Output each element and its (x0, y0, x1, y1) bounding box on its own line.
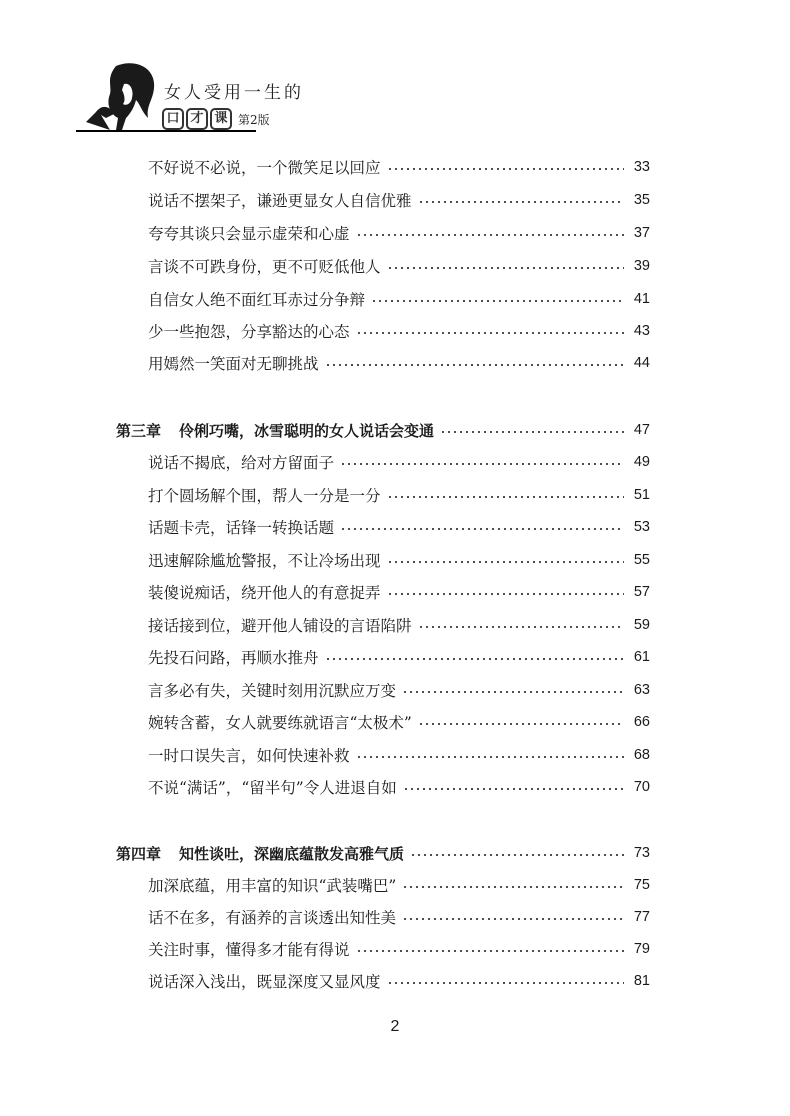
toc-entry[interactable] (148, 155, 650, 179)
leader-dots (402, 886, 624, 888)
leader-dots (410, 854, 624, 856)
chapter-title: 伶俐巧嘴，冰雪聪明的女人说话会变通 (179, 421, 435, 440)
toc-entry-page: 49 (633, 454, 650, 470)
toc-entry-title: 少一些抱怨，分享豁达的心态 (148, 323, 350, 341)
toc-entry[interactable] (148, 483, 650, 507)
book-title-line2 (162, 104, 270, 130)
leader-dots (440, 431, 624, 433)
chapter-page: 47 (633, 422, 650, 438)
toc-entry[interactable] (148, 319, 650, 343)
header-rule (76, 130, 256, 132)
leader-dots (356, 234, 624, 236)
book-title-line1: 女人受用一生的 (164, 83, 304, 103)
toc-entry-title: 关注时事，懂得多才能有得说 (148, 941, 350, 959)
toc-entry-page: 70 (633, 779, 650, 795)
toc-entry[interactable] (148, 678, 650, 702)
title-char: 口 (162, 108, 184, 130)
chapter-title: 知性谈吐，深幽底蕴散发高雅气质 (179, 844, 405, 863)
leader-dots (418, 201, 624, 203)
leader-dots (387, 561, 624, 563)
chapter-page: 73 (633, 845, 650, 861)
toc-entry-page: 33 (633, 159, 650, 175)
toc-entry-title: 不说“满话”，“留半句”令人进退自如 (148, 779, 397, 797)
title-char: 才 (186, 108, 208, 130)
toc-entry[interactable] (148, 937, 650, 961)
page-number: 2 (390, 1018, 400, 1035)
toc-entry[interactable] (148, 548, 650, 572)
toc-entry-title: 不好说不必说，一个微笑足以回应 (148, 159, 381, 177)
toc-entry-page: 35 (633, 192, 650, 208)
toc-entry-page: 75 (633, 877, 650, 893)
toc-entry[interactable] (148, 254, 650, 278)
leader-dots (418, 723, 624, 725)
toc-entry-title: 接话接到位，避开他人铺设的言语陷阱 (148, 617, 412, 635)
toc-entry-title: 用嫣然一笑面对无聊挑战 (148, 355, 319, 373)
toc-entry-page: 37 (633, 225, 650, 241)
leader-dots (325, 658, 624, 660)
toc-entry-page: 59 (633, 617, 650, 633)
title-char: 课 (210, 108, 232, 130)
leader-dots (356, 950, 624, 952)
leader-dots (356, 332, 624, 334)
toc-entry[interactable] (148, 287, 650, 311)
toc-entry[interactable] (148, 905, 650, 929)
toc-entry[interactable] (148, 743, 650, 767)
toc-entry[interactable] (148, 450, 650, 474)
toc-entry[interactable] (148, 710, 650, 734)
toc-entry-title: 一时口误失言，如何快速补救 (148, 747, 350, 765)
leader-dots (387, 593, 624, 595)
chapter-number: 第三章 (116, 421, 162, 440)
toc-entry-title: 婉转含蓄，女人就要练就语言“太极术” (148, 714, 412, 732)
leader-dots (387, 267, 624, 269)
woman-silhouette-logo (76, 60, 176, 138)
toc-entry-title: 说话不摆架子，谦逊更显女人自信优雅 (148, 192, 412, 210)
toc-entry[interactable] (148, 580, 650, 604)
leader-dots (387, 496, 624, 498)
toc-entry-page: 55 (633, 552, 650, 568)
toc-entry-page: 63 (633, 682, 650, 698)
toc-entry-page: 77 (633, 909, 650, 925)
edition-label: 第2版 (238, 113, 270, 127)
toc-entry-title: 打个圆场解个围，帮人一分是一分 (148, 487, 381, 505)
toc-entry-page: 61 (633, 649, 650, 665)
toc-entry-title: 自信女人绝不面红耳赤过分争辩 (148, 291, 366, 309)
toc-chapter-4[interactable] (116, 841, 650, 865)
toc-entry[interactable] (148, 873, 650, 897)
toc-entry-title: 话题卡壳，话锋一转换话题 (148, 519, 335, 537)
leader-dots (418, 626, 624, 628)
toc-entry-page: 39 (633, 258, 650, 274)
toc-entry-page: 53 (633, 519, 650, 535)
leader-dots (356, 756, 624, 758)
toc-entry-page: 51 (633, 487, 650, 503)
toc-entry-title: 言多必有失，关键时刻用沉默应万变 (148, 682, 397, 700)
toc-entry-page: 57 (633, 584, 650, 600)
leader-dots (387, 168, 624, 170)
toc-entry-page: 79 (633, 941, 650, 957)
leader-dots (325, 364, 624, 366)
toc-entry[interactable] (148, 221, 650, 245)
toc-entry[interactable] (148, 188, 650, 212)
toc-entry-title: 言谈不可跌身份，更不可贬低他人 (148, 258, 381, 276)
toc-entry-title: 夸夸其谈只会显示虚荣和心虚 (148, 225, 350, 243)
toc-entry-page: 43 (633, 323, 650, 339)
toc-entry[interactable] (148, 515, 650, 539)
toc-entry-title: 装傻说痴话，绕开他人的有意捉弄 (148, 584, 381, 602)
leader-dots (403, 788, 624, 790)
toc-entry-title: 话不在多，有涵养的言谈透出知性美 (148, 909, 397, 927)
title-chars (162, 108, 234, 130)
running-header (0, 0, 790, 140)
toc-entry-page: 81 (633, 973, 650, 989)
toc-entry[interactable] (148, 613, 650, 637)
leader-dots (371, 300, 624, 302)
toc-entry[interactable] (148, 969, 650, 993)
leader-dots (340, 528, 624, 530)
toc-entry-title: 加深底蕴，用丰富的知识“武装嘴巴” (148, 877, 397, 895)
chapter-number: 第四章 (116, 844, 162, 863)
leader-dots (402, 918, 624, 920)
toc-entry-page: 44 (633, 355, 650, 371)
leader-dots (402, 691, 624, 693)
toc-entry[interactable] (148, 775, 650, 799)
toc-chapter-3[interactable] (116, 418, 650, 442)
toc-entry-page: 68 (633, 747, 650, 763)
toc-entry-title: 说话深入浅出，既显深度又显风度 (148, 973, 381, 991)
toc-entry[interactable] (148, 645, 650, 669)
toc-entry[interactable] (148, 351, 650, 375)
toc-entry-page: 41 (633, 291, 650, 307)
leader-dots (340, 463, 624, 465)
toc-entry-title: 说话不揭底，给对方留面子 (148, 454, 335, 472)
toc-entry-page: 66 (633, 714, 650, 730)
toc-entry-title: 先投石问路，再顺水推舟 (148, 649, 319, 667)
leader-dots (387, 982, 624, 984)
toc-entry-title: 迅速解除尴尬警报，不让冷场出现 (148, 552, 381, 570)
